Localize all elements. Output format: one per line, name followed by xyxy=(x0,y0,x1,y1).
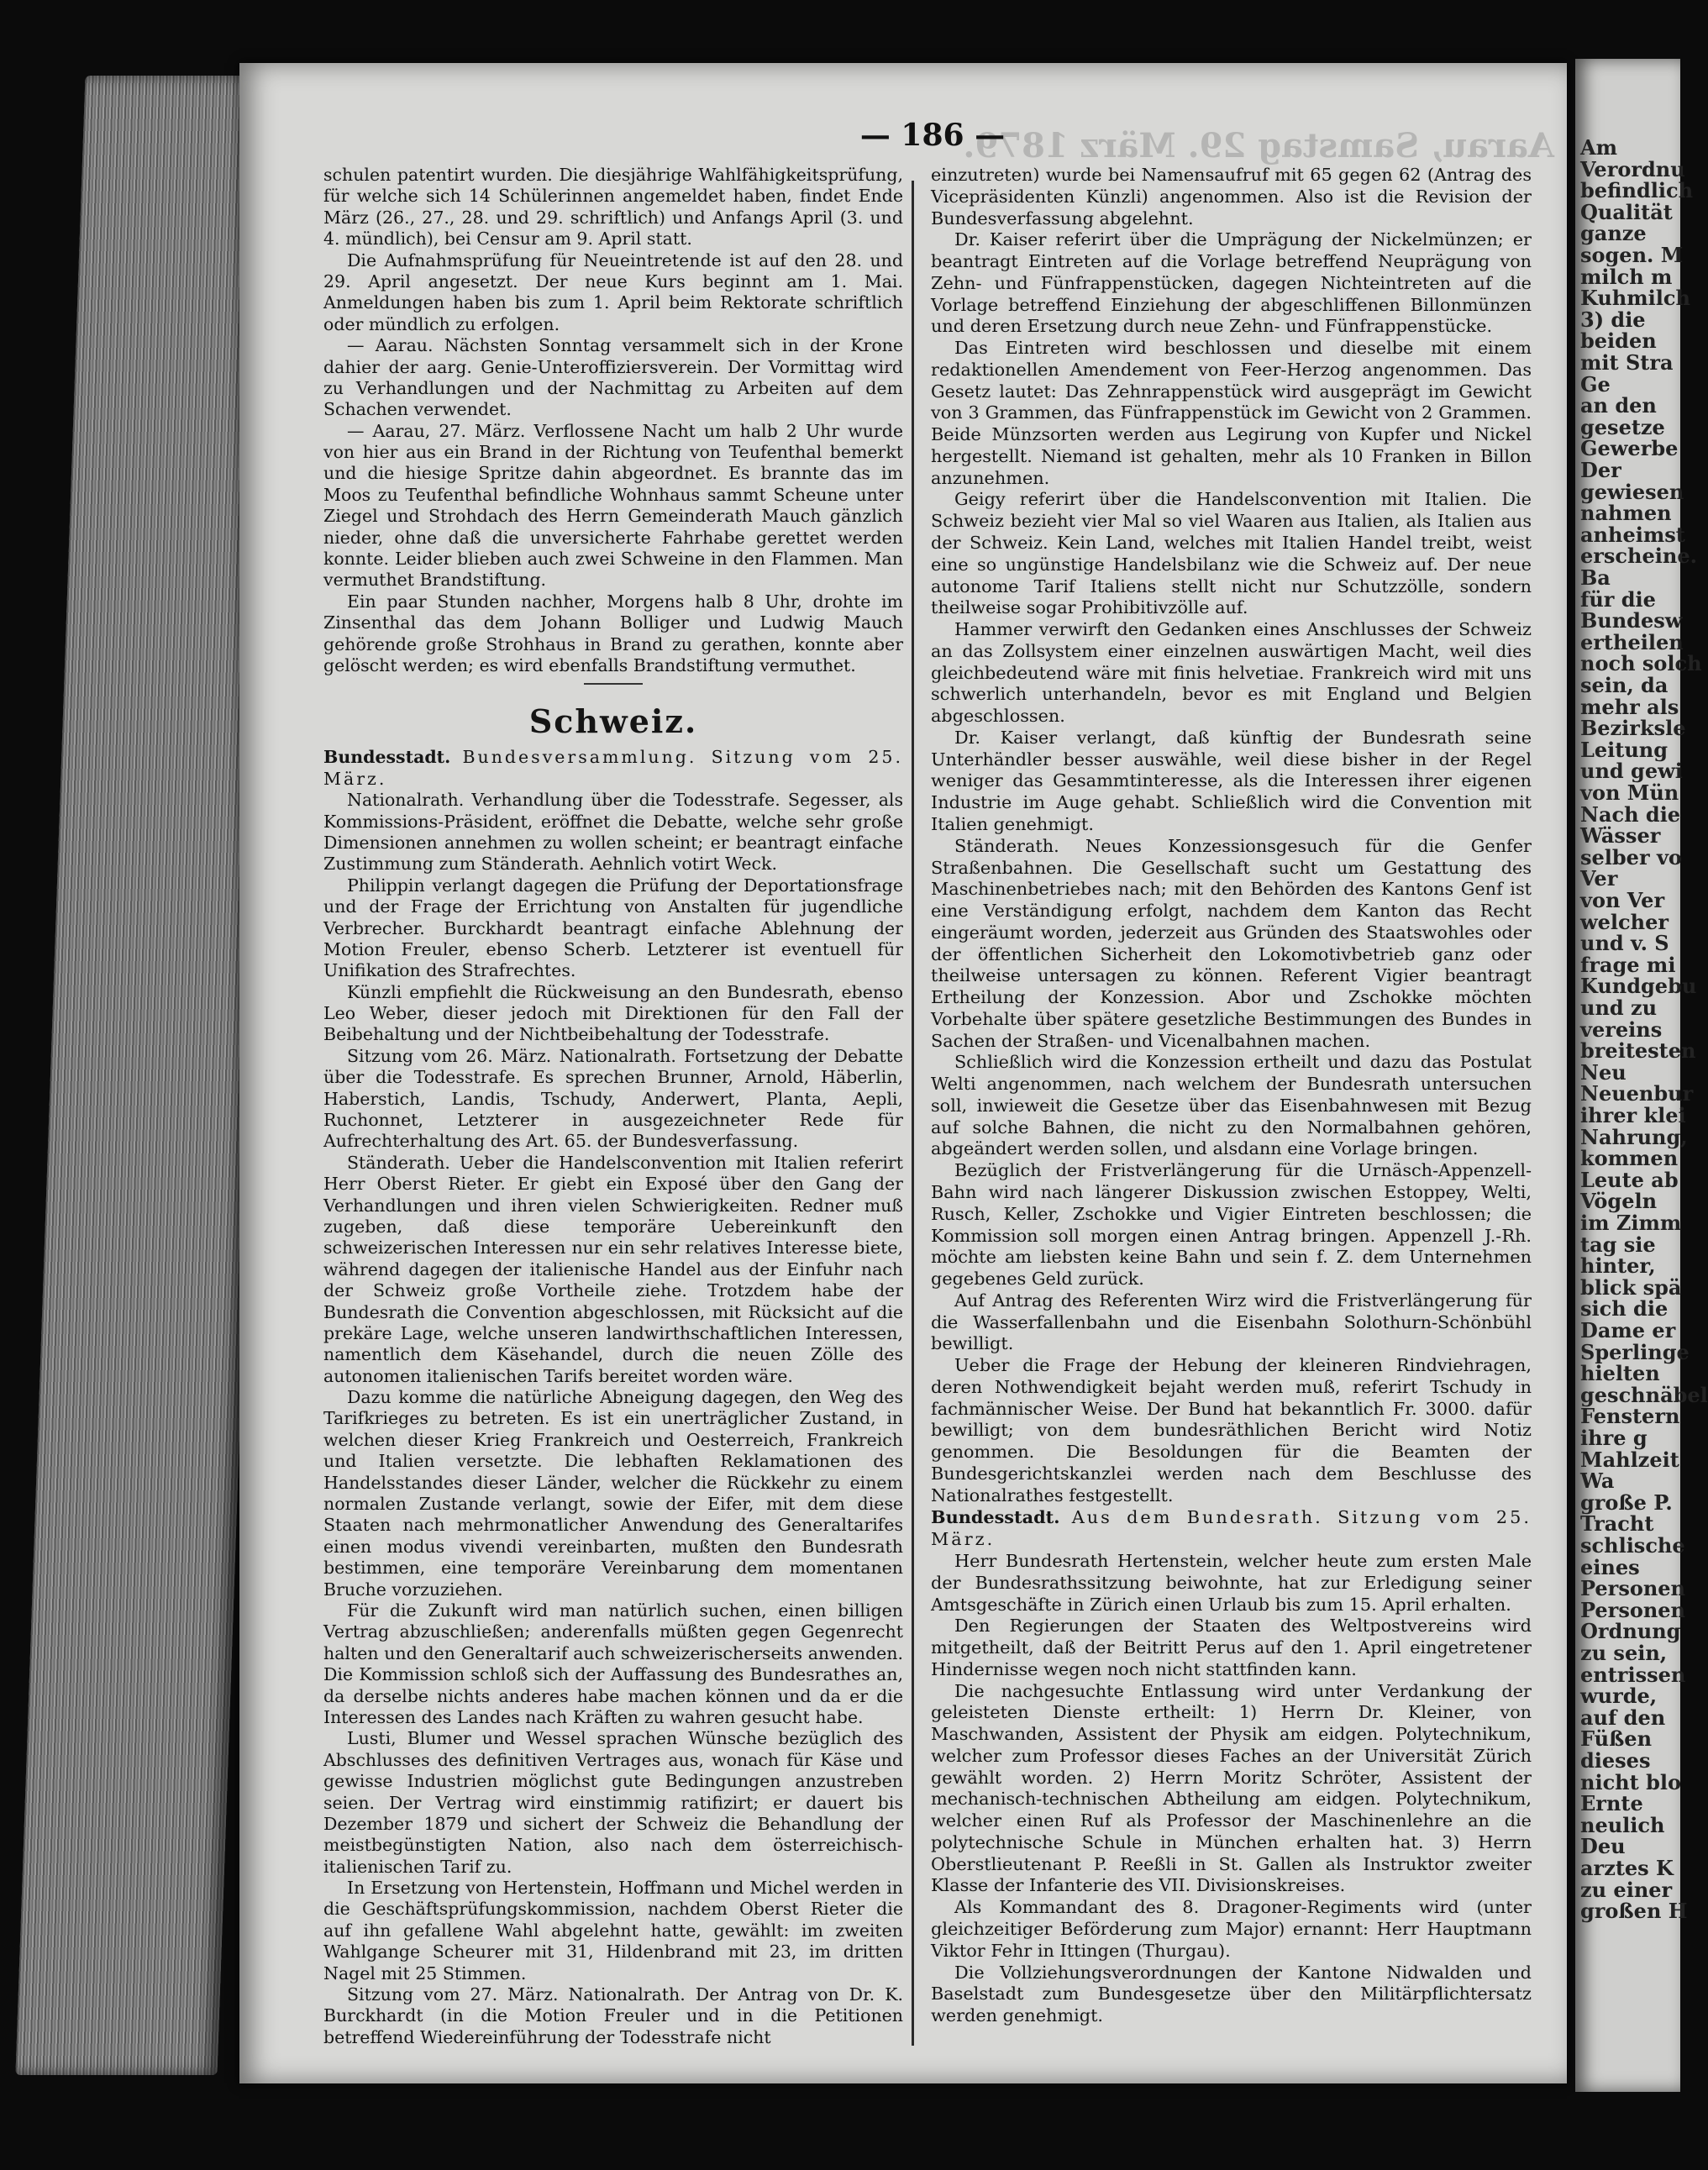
section-lead-subtitle: Aus dem Bundesrath. Sitzung vom 25. März. xyxy=(931,1507,1532,1550)
right-section-paragraph: Die Vollziehungsverordnungen der Kantone Nidwalden und Baselstadt zum Bundesgesetze über den Militärpflichtersatz werden genehmigt. xyxy=(931,1962,1532,2026)
left-paragraph: — Aarau. Nächsten Sonntag versammelt sich in der Krone dahier der aarg. Genie-Unteroffiziersverein. Der Vormittag wird zu Verhandlungen und der Nachmittag zu Arbeiten auf dem Schachen verwendet. xyxy=(323,335,903,420)
next-page-fragment: Am xyxy=(1580,135,1618,160)
next-page-fragment: nahmen xyxy=(1580,501,1672,526)
next-page-fragment: zu einer xyxy=(1580,1877,1673,1902)
left-paragraph: Ein paar Stunden nachher, Morgens halb 8 Uhr, drohte im Zinsenthal das dem Johann Bolliger und Ludwig Mauch gehörende große Strohhaus in Brand zu gerathen, konnte aber gelöscht werden; es wird ebenfalls Brandstiftung vermuthet. xyxy=(323,591,903,675)
right-paragraph: Schließlich wird die Konzession ertheilt und dazu das Postulat Welti angenommen, nach welchem der Bundesrath untersuchen soll, inwieweit die Gesetze über das Eisenbahnwesen mit Bezug auf solche Bahnen, die nicht zu den Normalbahnen gehören, abgeändert werden sollen, und alsdann eine Vorlage bringen. xyxy=(931,1052,1532,1159)
next-page-fragment: gesetze xyxy=(1580,414,1665,439)
next-page-fragment: Bundesw xyxy=(1580,608,1683,633)
next-page-fragment: ihrer klei xyxy=(1580,1103,1686,1127)
right-paragraph: Geigy referirt über die Handelsconvention mit Italien. Die Schweiz bezieht vier Mal so viel Waaren aus Italien, als Italien aus der Schweiz. Kein Land, welches mit Italien Handel treibt, weist eine so ungünstige Handelsbilanz wie die Schweiz auf. Der neue autonome Tarif Italiens stellt nicht nur Schutzzölle, sondern theilweise sogar Prohibitivzölle auf. xyxy=(931,489,1532,618)
next-page-fragment: noch solch xyxy=(1580,651,1702,676)
left-paragraph: Die Aufnahmsprüfung für Neueintretende ist auf den 28. und 29. April angesetzt. Der neue Kurs beginnt am 1. Mai. Anmeldungen haben bis zum 1. April beim Rektorate schriftlich oder mündlich zu erfolgen. xyxy=(323,250,903,334)
next-page-fragment: große P. xyxy=(1580,1490,1673,1515)
next-page-fragment: von Mün xyxy=(1580,780,1679,805)
section-lead-place: Bundesstadt. xyxy=(931,1506,1060,1528)
next-page-fragment: mit Stra xyxy=(1580,350,1674,375)
next-page-fragment: selber vo xyxy=(1580,844,1682,870)
next-page-fragment: zu sein, xyxy=(1580,1641,1668,1665)
column-divider xyxy=(912,181,914,2046)
next-page-fragment: sein, da xyxy=(1580,673,1669,697)
next-page-fragment: sich die xyxy=(1580,1296,1669,1321)
next-page-fragment: anheimst xyxy=(1580,522,1685,547)
right-paragraph: Dr. Kaiser verlangt, daß künftig der Bundesrath seine Unterhändler besser auswähle, weil diese bisher in der Regel weniger das Gesammtinteresse, als die Interessen ihrer eigenen Industrie im Auge gehabt. Schließlich wird die Convention mit Italien genehmigt. xyxy=(931,727,1532,834)
next-page-fragment: großen H xyxy=(1580,1899,1688,1924)
next-page-fragment: Gewerbe xyxy=(1580,436,1679,461)
left-column xyxy=(323,165,903,2048)
next-page-fragment: befindlich xyxy=(1580,178,1694,203)
next-page-fragment: Mahlzeit xyxy=(1580,1447,1679,1472)
right-section-paragraph: Herr Bundesrath Hertenstein, welcher heute zum ersten Male der Bundesrathssitzung beiwohnte, hat zur Erledigung seiner Amtsgeschäfte in Zürich einen Urlaub bis zum 15. April erhalten. xyxy=(931,1551,1532,1615)
right-paragraph: Das Eintreten wird beschlossen und dieselbe mit einem redaktionellen Amendement von Feer-Herzog angenommen. Das Gesetz lautet: Das Zehnrappenstück wird ausgeprägt im Gewicht von 3 Grammen, das Fünfrappenstück im Gewicht von 2 Grammen. Beide Münzsorten werden aus Legirung von Kupfer und Nickel hergestellt. Niemand ist gehalten, mehr als 10 Franken in Billon anzunehmen. xyxy=(931,338,1532,488)
next-page-fragment: ertheilen xyxy=(1580,629,1684,654)
right-paragraph: Dr. Kaiser referirt über die Umprägung der Nickelmünzen; er beantragt Eintreten auf die Vorlage betreffend Neuprägung von Zehn- und Fünfrappenstücken, dagegen Nichteintreten auf die Vorlage betreffend Einziehung der abgeschliffenen Billonmünzen und deren Ersetzung durch neue Zehn- und Fünfrappenstücke. xyxy=(931,229,1532,337)
next-page-fragment: von Ver xyxy=(1580,888,1665,912)
next-page-fragment: Neu xyxy=(1580,1059,1627,1085)
next-page-fragment: hielten xyxy=(1580,1361,1660,1386)
left-section-paragraph: In Ersetzung von Hertenstein, Hoffmann und Michel werden in die Geschäftsprüfungskommission, nachdem Oberst Rieter die auf ihn gefallene Wahl abgelehnt hatte, gewählt: im zweiten Wahlgange Scheurer mit 31, Hildenbrand mit 23, im dritten Nagel mit 25 Stimmen. xyxy=(323,1878,903,1983)
next-page-fragment: Neuenbur xyxy=(1580,1081,1694,1106)
left-paragraph: — Aarau, 27. März. Verflossene Nacht um halb 2 Uhr wurde von hier aus ein Brand in der Richtung von Teufenthal bemerkt und die hiesige Spritze dahin abgeordnet. Es brannte das im Moos zu Teufenthal befindliche Wohnhaus sammt Scheune unter Ziegel und Strohdach des Herrn Gemeinderath Mauch gänzlich nieder, ohne daß die unversicherte Fahrhabe gerettet werden konnte. Leider blieben auch zwei Schweine in den Flammen. Man vermuthet Brandstiftung. xyxy=(323,420,903,591)
next-page-fragment: Sperlinge xyxy=(1580,1339,1690,1364)
left-section-paragraph: Dazu komme die natürliche Abneigung dagegen, den Weg des Tarifkrieges zu betreten. Es ist ein unerträglicher Zustand, in welchen dieser Krieg Frankreich und Oesterreich, Frankreich und Italien versetzte. Die lebhaften Reklamationen des Handelsstandes dieser Länder, welcher die Rückkehr zu einem normalen Zustande verlangt, sowie der Eifer, mit dem diese Staaten nach mehrmonatlicher Anwendung des Generaltarifes einen modus vivendi vereinbarten, mußten den Bundesrath bestimmen, eine temporäre Vereinbarung dem momentanen Bruche vorzuziehen. xyxy=(323,1387,903,1600)
right-column xyxy=(931,165,1532,2027)
right-paragraph: Auf Antrag des Referenten Wirz wird die Fristverlängerung für die Wasserfallenbahn und die Eisenbahn Solothurn-Schönbühl bewilligt. xyxy=(931,1290,1532,1354)
next-page-fragment: Ge xyxy=(1580,371,1611,397)
next-page-fragment: arztes K xyxy=(1580,1856,1674,1880)
left-section-paragraph: Philippin verlangt dagegen die Prüfung der Deportationsfrage und der Frage der Errichtung von Anstalten für jugendliche Verbrecher. Burckhardt beantragt einfache Ablehnung der Motion Freuler, ebenso Scherb. Letzterer ist eventuell für Unifikation des Strafrechtes. xyxy=(323,875,903,981)
next-page-fragment: Fenstern xyxy=(1580,1404,1680,1429)
right-paragraph: Ständerath. Neues Konzessionsgesuch für die Genfer Straßenbahnen. Die Gesellschaft sucht um Gestattung des Maschinenbetriebes nach; mit den Behörden des Kantons Genf ist eine Verständigung erfolgt, nachdem dem Kanton das Recht eingeräumt worden, jederzeit aus Gründen des Staatswohles oder der öffentlichen Sicherheit den Lokomotivbetrieb ganz oder theilweise untersagen zu können. Referent Vigier beantragt Ertheilung der Konzession. Abor und Zschokke möchten Vorbehalte über spätere gesetzliche Bestimmungen des Bundes in Sachen der Straßen- und Vicenalbahnen machen. xyxy=(931,835,1532,1051)
mirrored-header-bleedthrough: Aarau, Samstag 29. März 1879. xyxy=(963,126,1554,166)
section-lead-place: Bundesstadt. xyxy=(323,747,451,768)
right-paragraph: einzutreten) wurde bei Namensaufruf mit 65 gegen 62 (Antrag des Vicepräsidenten Künzli) angenommen. Also ist die Revision der Bundesverfassung abgelehnt. xyxy=(931,165,1532,229)
next-page-fragment: breitesten xyxy=(1580,1038,1696,1064)
next-page-fragment: Nach die xyxy=(1580,801,1681,827)
next-page-fragment: und v. S xyxy=(1580,931,1669,956)
next-page-fragment: im Zimm xyxy=(1580,1211,1682,1235)
section-lead xyxy=(323,747,903,790)
left-section-paragraph: Lusti, Blumer und Wessel sprachen Wünsche bezüglich des Abschlusses des definitiven Vertrages aus, wonach für Käse und gewisse Industrien möglichst gute Bedingungen anzustreben seien. Der Vertrag wird einstimmig ratifizirt; er dauert bis Dezember 1879 und sichert der Schweiz die Behandlung der meistbegünstigten Nation, also nach dem österreichisch-italienischen Tarif zu. xyxy=(323,1728,903,1877)
next-page-fragment: schlische xyxy=(1580,1533,1685,1558)
next-page-fragment: vereins xyxy=(1580,1017,1663,1042)
next-page-fragment: Kuhmilch xyxy=(1580,286,1690,311)
next-page-fragment: beiden xyxy=(1580,328,1657,354)
next-page-fragment: mehr als xyxy=(1580,694,1679,719)
next-page-fragment: und zu xyxy=(1580,996,1658,1020)
next-page-fragment: milch m xyxy=(1580,264,1673,289)
next-page-fragment: Deu xyxy=(1580,1834,1626,1859)
next-page-fragment: auf den xyxy=(1580,1705,1666,1730)
next-page-fragment: Dame er xyxy=(1580,1318,1676,1342)
next-page-fragment: nicht blo xyxy=(1580,1769,1681,1794)
section-lead-subtitle: Bundesversammlung. Sitzung vom 25. März. xyxy=(323,747,903,789)
next-page-fragment: Ba xyxy=(1580,565,1611,590)
next-page-bleed xyxy=(1575,59,1708,2092)
left-section-paragraph: Sitzung vom 26. März. Nationalrath. Fortsetzung der Debatte über die Todesstrafe. Es sprechen Brunner, Arnold, Häberlin, Haberstich, Landis, Tschudy, Anderwert, Planta, Aepli, Ruchonnet, Letzterer in ausgezeichneter Rede für Aufrechterhaltung des Art. 65. der Bundesverfassung. xyxy=(323,1045,903,1152)
next-page-fragment: Qualität xyxy=(1580,199,1673,224)
right-section-paragraph: Den Regierungen der Staaten des Weltpostvereins wird mitgetheilt, daß der Beitritt Perus auf den 1. April eingetretener Hindernisse wegen noch nicht stattfinden kann. xyxy=(931,1616,1532,1679)
next-page-fragment: wurde, xyxy=(1580,1684,1658,1709)
next-page-fragment: Verordnu xyxy=(1580,156,1685,181)
left-paragraph: schulen patentirt wurden. Die diesjährige Wahlfähigkeitsprüfung, für welche sich 14 Schülerinnen angemeldet haben, findet Ende März (26., 27., 28. und 29. schriftlich) und Anfangs April (3. und 4. mündlich), bei Censur am 9. April statt. xyxy=(323,165,903,250)
next-page-fragment: Wässer xyxy=(1580,823,1661,849)
next-page-fragment: Nahrung, xyxy=(1580,1124,1688,1149)
left-section-paragraph: Sitzung vom 27. März. Nationalrath. Der Antrag von Dr. K. Burckhardt (in die Motion Freuler und in die Petitionen betreffend Wiedereinführung der Todesstrafe nicht xyxy=(323,1984,903,2047)
right-paragraph: Bezüglich der Fristverlängerung für die Urnäsch-Appenzell-Bahn wird nach längerer Diskussion zwischen Estoppey, Welti, Rusch, Keller, Zschokke und Vigier Eintreten beschlossen; die Kommission soll morgen einen Antrag bringen. Appenzell J.-Rh. möchte am liebsten keine Bahn und sein f. Z. dem Unternehmen gegebenes Geld zurück. xyxy=(931,1160,1532,1290)
next-page-fragment: an den xyxy=(1580,393,1657,418)
next-page-fragment: ganze xyxy=(1580,221,1647,246)
left-section-paragraph: Für die Zukunft wird man natürlich suchen, einen billigen Vertrag abzuschließen; anderenfalls müßten gegen Gegenrecht halten und den Generaltarif auch schweizerischerseits anwenden. Die Kommission schloß sich der Auffassung des Bundesrathes an, da derselbe nichts anderes habe machen können und da er die Interessen des Landes nach Kräften zu wahren gesucht habe. xyxy=(323,1600,903,1727)
next-page-fragment: Tracht xyxy=(1580,1511,1654,1537)
next-page-fragment: Ernte xyxy=(1580,1791,1643,1816)
next-page-fragment: Wa xyxy=(1580,1469,1615,1494)
next-page-fragment: Der xyxy=(1580,458,1621,482)
next-page-fragment: eines xyxy=(1580,1554,1640,1579)
right-section-paragraph: Als Kommandant des 8. Dragoner-Regiments wird (unter gleichzeitiger Beförderung zum Major) ernannt: Herr Hauptmann Viktor Fehr in Ittingen (Thurgau). xyxy=(931,1897,1532,1961)
next-page-fragment: Personen xyxy=(1580,1576,1686,1601)
left-section-paragraph: Ständerath. Ueber die Handelsconvention mit Italien referirt Herr Oberst Rieter. Er giebt ein Exposé über den Gang der Verhandlungen und ihren vielen Schwierigkeiten. Redner muß zugeben, daß diese temporäre Uebereinkunft den schweizerischen Interessen nur ein sehr relatives Interesse biete, während dagegen der italienische Handel aus der Einfuhr nach der Schweiz große Vortheile ziehe. Trotzdem habe der Bundesrath die Convention abgeschlossen, mit Rücksicht auf die prekäre Lage, welche unseren landwirthschaftlichen Interessen, namentlich dem Käsehandel, durch die neuen Zölle des autonomen italienischen Tarifs bereitet worden wäre. xyxy=(323,1152,903,1386)
next-page-fragment: Kundgebu xyxy=(1580,974,1697,999)
next-page-fragment: für die xyxy=(1580,586,1656,612)
next-page-fragment: Leitung xyxy=(1580,737,1669,762)
next-page-fragment: Bezirksle xyxy=(1580,716,1686,741)
next-page-fragment: geschnäbel xyxy=(1580,1382,1708,1407)
next-page-fragment: erscheine. xyxy=(1580,544,1697,569)
next-page-fragment: Personen xyxy=(1580,1597,1686,1622)
next-page-fragment: welcher xyxy=(1580,909,1669,934)
next-page-fragment: neulich xyxy=(1580,1812,1665,1837)
left-section-paragraph: Nationalrath. Verhandlung über die Todesstrafe. Segesser, als Kommissions-Präsident, eröffnet die Debatte, welche sehr große Dimensionen annehmen zu wollen scheint; er beantragt einfache Zustimmung zum Ständerath. Aehnlich votirt Weck. xyxy=(323,790,903,875)
next-page-fragment: Leute ab xyxy=(1580,1167,1679,1192)
next-page-fragment: sogen. M xyxy=(1580,243,1684,267)
right-section-paragraph: Die nachgesuchte Entlassung wird unter Verdankung der geleisteten Dienste ertheilt: 1) Herrn Dr. Kleiner, von Maschwanden, Assistent der Physik am eidgen. Polytechnikum, welcher zum Professor dieses Faches an der Universität Zürich gewählt worden. 2) Herrn Moritz Schröter, Assistent der mechanisch-technischen Abtheilung am eidgen. Polytechnikum, welcher einen Ruf als Professor der Maschinenlehre an die polytechnische Schule in München erhalten hat. 3) Herrn Oberstlieutenant P. Reeßli in St. Gallen als Instruktor zweiter Klasse der Infanterie des VII. Divisionskreises. xyxy=(931,1680,1532,1896)
next-page-fragment: blick spä xyxy=(1580,1274,1682,1300)
right-paragraph: Hammer verwirft den Gedanken eines Anschlusses der Schweiz an das Zollsystem einer einzelnen auswärtigen Macht, weil dies gleichbedeutend wäre mit finis helvetiae. Frankreich wird mit uns schwerlich unterhandeln, bevor es mit England und Belgien abgeschlossen. xyxy=(931,619,1532,727)
next-page-fragment: Ordnung xyxy=(1580,1619,1681,1644)
next-page-fragment: kommen xyxy=(1580,1146,1679,1171)
next-page-fragment: Füßen xyxy=(1580,1726,1653,1752)
next-page-fragment: und gewi xyxy=(1580,759,1683,784)
next-page-fragment: tag sie xyxy=(1580,1232,1656,1257)
page-number: — 186 — xyxy=(859,118,1006,153)
next-page-fragment: frage mi xyxy=(1580,952,1676,977)
next-page-fragment: ihre g xyxy=(1580,1426,1648,1450)
left-section-paragraph: Künzli empfiehlt die Rückweisung an den Bundesrath, ebenso Leo Weber, dieser jedoch mit Direktionen für den Fall der Beibehaltung und der Nichtbeibehaltung der Todesstrafe. xyxy=(323,981,903,1045)
section-lead xyxy=(931,1506,1532,1551)
next-page-fragment: 3) die xyxy=(1580,307,1646,332)
section-separator xyxy=(584,683,643,685)
next-page-fragment: dieses xyxy=(1580,1748,1651,1773)
next-page-fragment: Vögeln xyxy=(1580,1189,1658,1214)
right-paragraph: Ueber die Frage der Hebung der kleineren Rindviehragen, deren Nothwendigkeit bejaht werden muß, referirt Tschudy in fachmännischer Weise. Der Bund hat bekanntlich Fr. 3000. dafür bewilligt; von dem bundesräthlichen Bericht wird Notiz genommen. Die Besoldungen für die Beamten der Bundesgerichtskanzlei werden nach dem Beschlusse des Nationalrathes festgestellt. xyxy=(931,1355,1532,1505)
next-page-fragment: entrissen xyxy=(1580,1662,1686,1687)
next-page-fragment: gewiesen xyxy=(1580,479,1684,504)
section-title-schweiz: Schweiz. xyxy=(528,702,698,741)
next-page-fragment: Ver xyxy=(1580,866,1618,891)
next-page-fragment: hinter, xyxy=(1580,1253,1656,1279)
